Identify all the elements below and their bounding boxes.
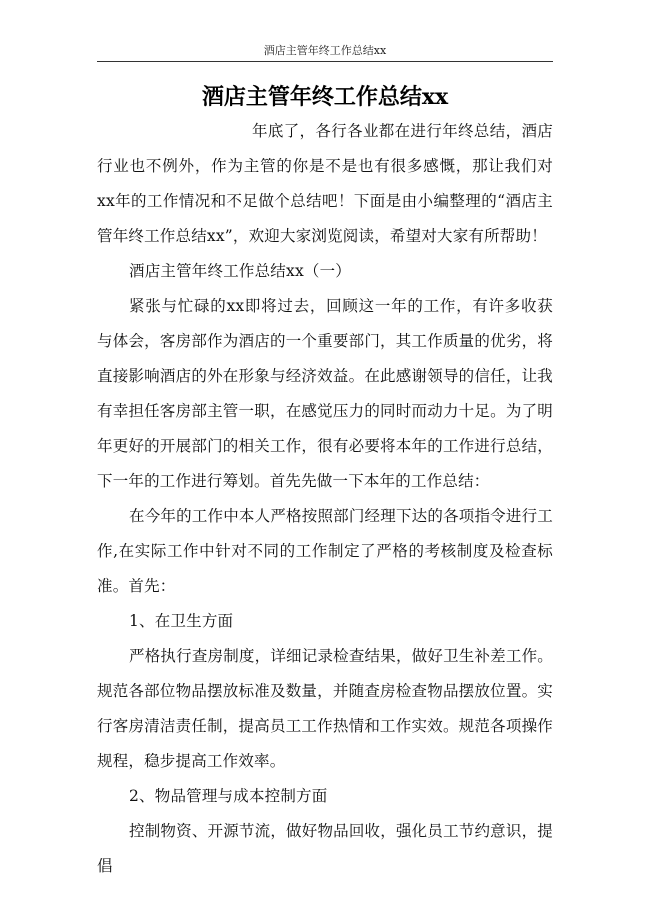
paragraph-2: 在今年的工作中本人严格按照部门经理下达的各项指令进行工作,在实际工作中针对不同的工作制定了严格的考核制度及检查标准。首先： (97, 507, 553, 595)
header-divider (97, 61, 553, 62)
document-body (97, 114, 553, 884)
document-title: 酒店主管年终工作总结xx (201, 84, 449, 110)
subheading-hygiene: 1、在卫生方面 (129, 612, 234, 630)
running-header: 酒店主管年终工作总结xx (263, 44, 387, 57)
intro-paragraph: 年底了，各行各业都在进行年终总结，酒店行业也不例外，作为主管的你是不是也有很多感慨，那让我们对xx年的工作情况和不足做个总结吧！下面是由小编整理的“酒店主管年终工作总结xx”，欢迎大家浏览阅读，希望对大家有所帮助！ (97, 122, 553, 245)
section-title: 酒店主管年终工作总结xx（一） (129, 262, 351, 280)
subheading-materials: 2、物品管理与成本控制方面 (129, 787, 328, 805)
paragraph-1: 紧张与忙碌的xx即将过去，回顾这一年的工作，有许多收获与体会，客房部作为酒店的一个重要部门，其工作质量的优劣，将直接影响酒店的外在形象与经济效益。在此感谢领导的信任，让我有幸担任客房部主管一职，在感觉压力的同时而动力十足。为了明年更好的开展部门的相关工作，很有必要将本年的工作进行总结，下一年的工作进行筹划。首先先做一下本年的工作总结： (97, 297, 553, 490)
paragraph-3: 严格执行查房制度，详细记录检查结果，做好卫生补差工作。规范各部位物品摆放标准及数量，并随查房检查物品摆放位置。实行客房清洁责任制，提高员工工作热情和工作实效。规范各项操作规程，稳步提高工作效率。 (97, 647, 553, 770)
paragraph-4: 控制物资、开源节流，做好物品回收，强化员工节约意识，提倡 (97, 822, 553, 875)
